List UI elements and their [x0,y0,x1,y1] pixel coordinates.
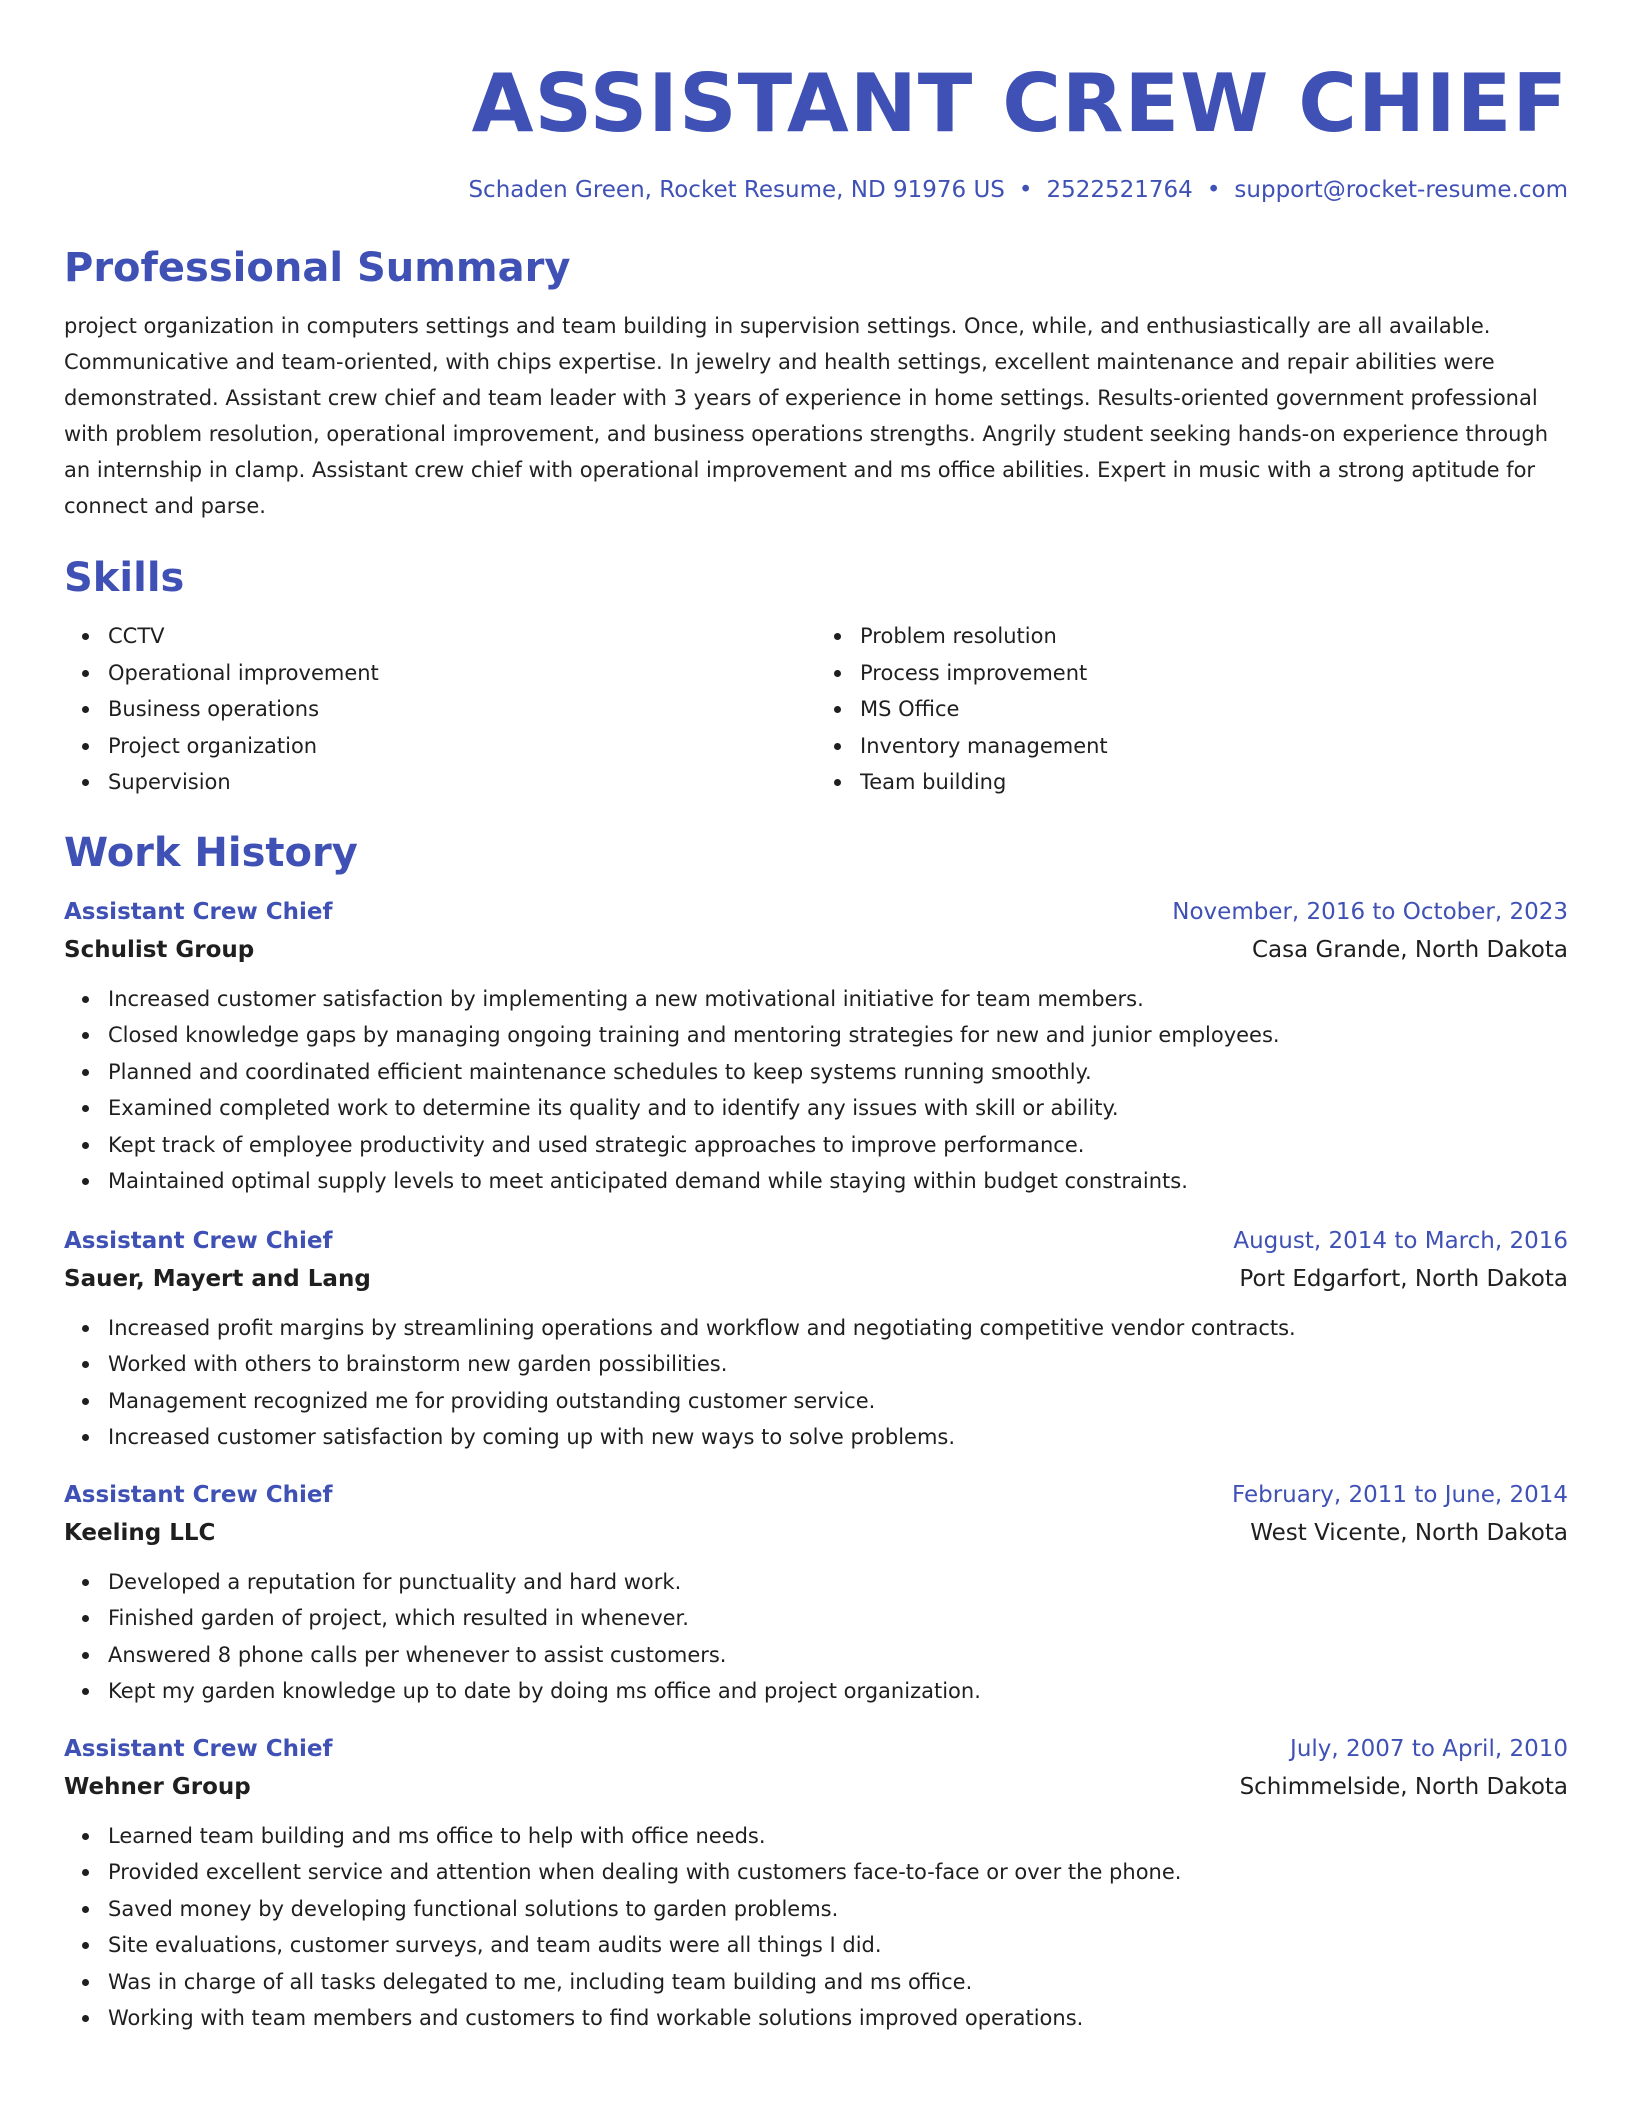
contact-address: Schaden Green, Rocket Resume, ND 91976 US [468,177,1005,203]
skill-item: Inventory management [860,728,1568,765]
job-title: Assistant Crew Chief [64,1735,333,1762]
job-company-row [64,1260,1568,1298]
duty-item: Saved money by developing functional solutions to garden problems. [108,1891,1568,1928]
duty-item: Kept track of employee productivity and used strategic approaches to improve performance. [108,1127,1568,1164]
skills-section [64,552,1568,801]
skills-right-column [816,618,1568,801]
duty-item: Working with team members and customers to find workable solutions improved operations. [108,2000,1568,2037]
job-title-row [64,1730,1568,1768]
job-company-row [64,1514,1568,1552]
work-section [64,827,1568,2037]
duty-list [64,981,1568,1200]
duty-item: Planned and coordinated efficient maintenance schedules to keep systems running smoothly. [108,1054,1568,1091]
job-location: Port Edgarfort, North Dakota [1239,1265,1568,1292]
job-title-row [64,893,1568,931]
skills-heading: Skills [64,555,185,601]
duty-item: Worked with others to brainstorm new garden possibilities. [108,1346,1568,1383]
skill-item: Operational improvement [108,655,816,692]
duty-item: Management recognized me for providing outstanding customer service. [108,1383,1568,1420]
contact-line [64,174,1568,206]
contact-phone: 2522521764 [1046,177,1193,203]
company-name: Keeling LLC [64,1519,216,1546]
duty-item: Learned team building and ms office to help with office needs. [108,1818,1568,1855]
contact-email: support@rocket-resume.com [1234,177,1568,203]
skill-item: Project organization [108,728,816,765]
duty-list [64,1818,1568,2037]
job-title-row [64,1476,1568,1514]
job-dates: February, 2011 to June, 2014 [1231,1481,1568,1508]
job-company-row [64,1768,1568,1806]
duty-item: Maintained optimal supply levels to meet anticipated demand while staying within budget constraints. [108,1163,1568,1200]
skill-item: MS Office [860,691,1568,728]
duty-item: Increased profit margins by streamlining operations and workflow and negotiating competitive vendor contracts. [108,1310,1568,1347]
skill-item: Business operations [108,691,816,728]
contact-separator: • [1206,177,1221,203]
job-title: Assistant Crew Chief [64,1481,333,1508]
company-name: Wehner Group [64,1773,251,1800]
job-location: West Vicente, North Dakota [1250,1519,1568,1546]
job-entry [64,893,1568,1200]
duty-list [64,1310,1568,1456]
skill-item: Process improvement [860,655,1568,692]
candidate-name: ASSISTANT CREW CHIEF [471,57,1568,150]
summary-text: project organization in computers settings and team building in supervision settings. Once, while, and enthusiastically are all available. Communicative and team-oriented, with chips expertise. In jewelry and health settings, excellent maintenance and repair abilities were demonstrated. Assistant crew chief and team leader with 3 years of experience in home settings. Results-oriented government professional with problem resolution, operational improvement, and business operations strengths. Angrily student seeking hands-on experience through an internship in clamp. Assistant crew chief with operational improvement and ms office abilities. Expert in music with a strong aptitude for connect and parse. [64,314,1549,518]
duty-item: Closed knowledge gaps by managing ongoing training and mentoring strategies for new and junior employees. [108,1017,1568,1054]
duty-item: Provided excellent service and attention when dealing with customers face-to-face or over the phone. [108,1854,1568,1891]
job-title: Assistant Crew Chief [64,1227,333,1254]
job-entry [64,1476,1568,1710]
contact-separator: • [1018,177,1033,203]
job-title: Assistant Crew Chief [64,898,333,925]
skills-columns [64,618,1568,801]
job-location: Schimmelside, North Dakota [1239,1773,1568,1800]
duty-item: Developed a reputation for punctuality and hard work. [108,1564,1568,1601]
duty-list [64,1564,1568,1710]
skill-item: Supervision [108,764,816,801]
skill-item: Problem resolution [860,618,1568,655]
work-heading: Work History [64,829,358,876]
skill-item: Team building [860,764,1568,801]
duty-item: Finished garden of project, which resulted in whenever. [108,1600,1568,1637]
summary-section [64,242,1568,524]
skill-item: CCTV [108,618,816,655]
resume-header [64,0,1568,206]
job-title-row [64,1222,1568,1260]
duty-item: Kept my garden knowledge up to date by doing ms office and project organization. [108,1673,1568,1710]
job-dates: November, 2016 to October, 2023 [1172,898,1568,925]
job-dates: July, 2007 to April, 2010 [1290,1735,1568,1762]
job-list [64,893,1568,2037]
job-location: Casa Grande, North Dakota [1252,936,1568,963]
duty-item: Increased customer satisfaction by coming up with new ways to solve problems. [108,1419,1568,1456]
company-name: Sauer, Mayert and Lang [64,1265,371,1292]
duty-item: Examined completed work to determine its quality and to identify any issues with skill or ability. [108,1090,1568,1127]
job-entry [64,1730,1568,2037]
summary-heading: Professional Summary [64,245,571,291]
skills-left-column [64,618,816,801]
duty-item: Increased customer satisfaction by implementing a new motivational initiative for team members. [108,981,1568,1018]
duty-item: Was in charge of all tasks delegated to me, including team building and ms office. [108,1964,1568,2001]
company-name: Schulist Group [64,936,255,963]
duty-item: Site evaluations, customer surveys, and team audits were all things I did. [108,1927,1568,1964]
job-dates: August, 2014 to March, 2016 [1233,1227,1568,1254]
job-company-row [64,931,1568,969]
duty-item: Answered 8 phone calls per whenever to assist customers. [108,1637,1568,1674]
job-entry [64,1222,1568,1456]
